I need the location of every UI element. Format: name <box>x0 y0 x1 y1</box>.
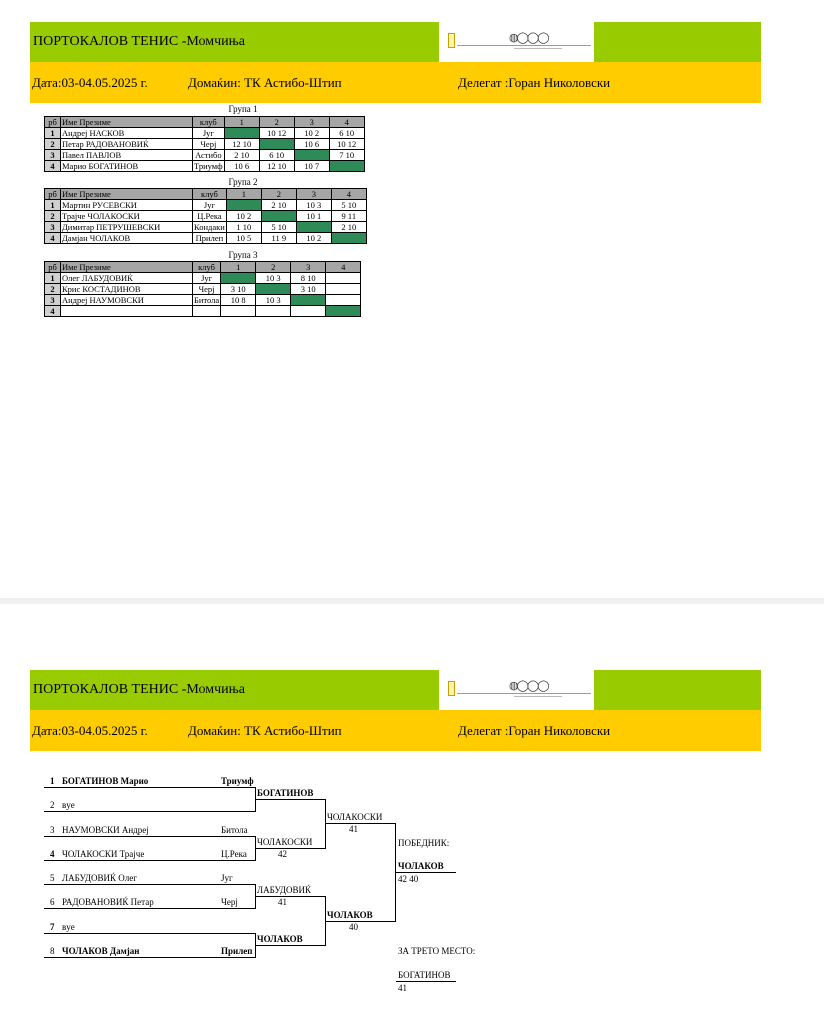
third-label: ЗА ТРЕТО МЕСТО: <box>398 946 476 956</box>
r3-line-1 <box>326 823 396 824</box>
header-cell: 4 <box>329 117 364 128</box>
rank-cell: 3 <box>45 222 61 233</box>
score-cell: 10 6 <box>294 139 329 150</box>
table-row <box>45 150 365 161</box>
r3-line-2 <box>326 921 396 922</box>
r1-seed-5: 5 <box>50 873 55 883</box>
rank-cell: 3 <box>45 295 61 306</box>
score-cell: 3 10 <box>221 284 256 295</box>
header-cell: 1 <box>224 117 259 128</box>
r1-club-5: Југ <box>221 873 233 883</box>
rank-cell: 1 <box>45 200 61 211</box>
rank-cell: 2 <box>45 284 61 295</box>
score-cell: 10 12 <box>259 128 294 139</box>
player-name-cell: Олег ЛАБУДОВИЌ <box>61 273 193 284</box>
score-cell <box>326 306 361 317</box>
player-name-cell: Димитар ПЕТРУШЕВСКИ <box>61 222 193 233</box>
group-1-table <box>44 116 365 172</box>
r1-name-5: ЛАБУДОВИЌ Олег <box>62 873 137 883</box>
r1-seed-6: 6 <box>50 897 55 907</box>
third-score: 41 <box>398 983 407 993</box>
header-cell: клуб <box>193 262 221 273</box>
r1-seed-2: 2 <box>50 800 55 810</box>
score-cell: 1 10 <box>226 222 261 233</box>
group-2-table <box>44 188 367 244</box>
logo-rings-icon: ◍◯◯◯ <box>509 680 548 692</box>
score-cell: 11 9 <box>261 233 296 244</box>
header-cell: клуб <box>193 117 225 128</box>
player-name-cell: Крис КОСТАДИНОВ <box>61 284 193 295</box>
header-cell: рб <box>45 117 61 128</box>
score-cell <box>291 306 326 317</box>
score-cell: 10 3 <box>256 273 291 284</box>
header-cell: рб <box>45 262 61 273</box>
logo-rings-icon: ◍◯◯◯ <box>509 32 548 44</box>
r1-seed-4: 4 <box>50 849 55 859</box>
r3-name-1: ЧОЛАКОСКИ <box>327 812 383 822</box>
header-cell: Име Презиме <box>61 189 193 200</box>
score-cell <box>291 295 326 306</box>
player-name-cell: Марио БОГАТИНОВ <box>61 161 193 172</box>
header-cell: 4 <box>331 189 366 200</box>
r1-seed-7: 7 <box>50 922 55 932</box>
score-cell: 10 3 <box>256 295 291 306</box>
winner-score: 42 40 <box>398 874 419 884</box>
score-cell <box>256 284 291 295</box>
score-cell <box>329 161 364 172</box>
r3-name-2: ЧОЛАКОВ <box>327 910 373 920</box>
date-text: Дата:03-04.05.2025 г. <box>32 75 148 90</box>
r1-name-4: ЧОЛАКОСКИ Трајче <box>62 849 145 859</box>
score-cell <box>294 150 329 161</box>
header-title-bar <box>30 22 761 62</box>
score-cell: 10 2 <box>226 211 261 222</box>
player-name-cell: Мартин РУСЕВСКИ <box>61 200 193 211</box>
header-cell: 2 <box>256 262 291 273</box>
score-cell: 2 10 <box>224 150 259 161</box>
score-cell: 6 10 <box>259 150 294 161</box>
score-cell <box>296 222 331 233</box>
rank-cell: 1 <box>45 128 61 139</box>
logo-line <box>457 45 591 46</box>
r2-line-2 <box>256 848 326 849</box>
table-row <box>45 233 367 244</box>
third-name: БОГАТИНОВ <box>398 970 451 980</box>
table-header-row <box>45 262 361 273</box>
score-cell: 10 2 <box>294 128 329 139</box>
r3-score-2: 40 <box>349 922 358 932</box>
r1-line-5 <box>44 884 256 885</box>
header-cell: 3 <box>291 262 326 273</box>
rank-cell: 3 <box>45 150 61 161</box>
score-cell <box>224 128 259 139</box>
r2-connector-1 <box>325 799 326 849</box>
table-row <box>45 161 365 172</box>
r1-name-1: БОГАТИНОВ Марио <box>62 776 149 786</box>
header-info-bar <box>30 62 761 103</box>
score-cell: 10 12 <box>329 139 364 150</box>
table-header-row <box>45 189 367 200</box>
r1-club-6: Черј <box>221 897 238 907</box>
r1-club-3: Битола <box>221 825 248 835</box>
host-text: Домаќин: ТК Астибо-Штип <box>188 75 342 90</box>
rank-cell: 1 <box>45 273 61 284</box>
table-row <box>45 273 361 284</box>
header-cell: Име Презиме <box>61 262 193 273</box>
rank-cell: 4 <box>45 161 61 172</box>
r1-club-8: Прилеп <box>221 946 253 956</box>
r2-line-3 <box>256 896 326 897</box>
score-cell: 12 10 <box>224 139 259 150</box>
club-cell: Черј <box>193 284 221 295</box>
r1-line-7 <box>44 933 256 934</box>
score-cell: 2 10 <box>261 200 296 211</box>
r3-score-1: 41 <box>349 824 358 834</box>
score-cell <box>261 211 296 222</box>
winner-name: ЧОЛАКОВ <box>398 861 444 871</box>
page-title-2: ПОРТОКАЛОВ ТЕНИС -Момчиња <box>33 682 245 697</box>
score-cell: 10 3 <box>296 200 331 211</box>
table-row <box>45 222 367 233</box>
group-1-caption: Група 1 <box>228 104 258 114</box>
page-title: ПОРТОКАЛОВ ТЕНИС -Момчиња <box>33 34 245 49</box>
logo-subline <box>514 48 562 49</box>
header-cell: 2 <box>259 117 294 128</box>
player-name-cell: Трајче ЧОЛАКОСКИ <box>61 211 193 222</box>
r1-seed-1: 1 <box>50 776 55 786</box>
score-cell: 10 6 <box>224 161 259 172</box>
club-cell: Астибо <box>193 150 225 161</box>
r2-score-2: 42 <box>278 849 287 859</box>
r1-line-3 <box>44 836 256 837</box>
r2-name-2: ЧОЛАКОСКИ <box>257 837 313 847</box>
club-cell: Триумф <box>194 161 223 171</box>
score-cell: 5 10 <box>331 200 366 211</box>
delegate-text-2: Делегат :Горан Николовски <box>458 723 611 738</box>
header-cell: 3 <box>296 189 331 200</box>
logo-subline <box>514 696 562 697</box>
r1-seed-3: 3 <box>50 825 55 835</box>
table-row <box>45 139 365 150</box>
r1-line-8 <box>44 957 256 958</box>
r1-name-6: РАДОВАНОВИЌ Петар <box>62 897 154 907</box>
header-cell: рб <box>45 189 61 200</box>
club-cell <box>193 306 221 317</box>
rank-cell: 2 <box>45 139 61 150</box>
score-cell <box>326 284 361 295</box>
club-cell: Прилеп <box>193 233 227 244</box>
score-cell: 3 10 <box>291 284 326 295</box>
r2-score-3: 41 <box>278 897 287 907</box>
r1-club-1: Триумф <box>221 776 254 786</box>
score-cell <box>221 273 256 284</box>
table-row <box>45 306 361 317</box>
score-cell: 5 10 <box>261 222 296 233</box>
score-cell <box>331 233 366 244</box>
r2-name-4: ЧОЛАКОВ <box>257 934 303 944</box>
score-cell <box>326 295 361 306</box>
logo-mark-icon <box>448 33 455 48</box>
score-cell: 10 1 <box>296 211 331 222</box>
header-cell: 3 <box>294 117 329 128</box>
score-cell: 12 10 <box>259 161 294 172</box>
score-cell <box>226 200 261 211</box>
score-cell <box>221 306 256 317</box>
group-2-caption: Група 2 <box>228 177 258 187</box>
club-cell: Кондаки <box>194 222 225 232</box>
player-name-cell <box>61 306 193 317</box>
r1-name-7: вye <box>62 922 75 932</box>
player-name-cell: Павел ПАВЛОВ <box>61 150 193 161</box>
score-cell: 8 10 <box>291 273 326 284</box>
table-row <box>45 200 367 211</box>
r1-club-4: Ц.Река <box>221 849 247 859</box>
r2-line-4 <box>256 945 326 946</box>
r1-name-3: НАУМОВСКИ Андреј <box>62 825 149 835</box>
r2-name-3: ЛАБУДОВИЌ <box>257 885 312 895</box>
host-text-2: Домаќин: ТК Астибо-Штип <box>188 723 342 738</box>
club-cell: Битола <box>194 295 220 305</box>
score-cell: 9 11 <box>331 211 366 222</box>
r1-line-4 <box>44 860 256 861</box>
r1-line-1 <box>44 787 256 788</box>
club-cell: Черј <box>193 139 225 150</box>
score-cell: 10 8 <box>221 295 256 306</box>
score-cell <box>256 306 291 317</box>
table-row <box>45 211 367 222</box>
r1-name-2: вye <box>62 800 75 810</box>
date-text-2: Дата:03-04.05.2025 г. <box>32 723 148 738</box>
header-cell: 4 <box>326 262 361 273</box>
score-cell: 10 7 <box>294 161 329 172</box>
rank-cell: 4 <box>45 233 61 244</box>
club-cell: Југ <box>193 273 221 284</box>
delegate-text: Делегат :Горан Николовски <box>458 75 611 90</box>
rank-cell: 4 <box>45 306 61 317</box>
rank-cell: 2 <box>45 211 61 222</box>
score-cell: 10 2 <box>296 233 331 244</box>
table-row <box>45 284 361 295</box>
score-cell: 2 10 <box>331 222 366 233</box>
score-cell <box>326 273 361 284</box>
score-cell: 6 10 <box>329 128 364 139</box>
club-cell: Југ <box>193 200 227 211</box>
player-name-cell: Андреј НАУМОВСКИ <box>61 295 193 306</box>
header-cell: 1 <box>221 262 256 273</box>
r1-name-8: ЧОЛАКОВ Дамјан <box>62 946 140 956</box>
header-title-bar-2 <box>30 670 761 710</box>
score-cell: 10 5 <box>226 233 261 244</box>
player-name-cell: Петар РАДОВАНОВИЌ <box>61 139 193 150</box>
logo-line <box>457 693 591 694</box>
player-name-cell: Дамјан ЧОЛАКОВ <box>61 233 193 244</box>
r1-line-6 <box>44 908 256 909</box>
r2-line-1 <box>256 799 326 800</box>
logo-mark-icon <box>448 681 455 696</box>
club-cell: Југ <box>193 128 225 139</box>
club-cell: Ц.Река <box>193 211 227 222</box>
score-cell <box>259 139 294 150</box>
third-line <box>396 981 456 982</box>
table-row <box>45 295 361 306</box>
score-cell: 7 10 <box>329 150 364 161</box>
page-2 <box>0 604 824 1024</box>
header-cell: Име Презиме <box>61 117 193 128</box>
r2-name-1: БОГАТИНОВ <box>257 788 314 798</box>
group-3-caption: Група 3 <box>228 250 258 260</box>
table-header-row <box>45 117 365 128</box>
header-cell: 1 <box>226 189 261 200</box>
table-row <box>45 128 365 139</box>
group-3-table <box>44 261 361 317</box>
header-cell: клуб <box>193 189 227 200</box>
winner-label: ПОБЕДНИК: <box>398 838 450 848</box>
r1-seed-8: 8 <box>50 946 55 956</box>
player-name-cell: Андреј НАСКОВ <box>61 128 193 139</box>
winner-line <box>396 872 456 873</box>
header-info-bar-2 <box>30 710 761 751</box>
header-cell: 2 <box>261 189 296 200</box>
r1-line-2 <box>44 811 256 812</box>
